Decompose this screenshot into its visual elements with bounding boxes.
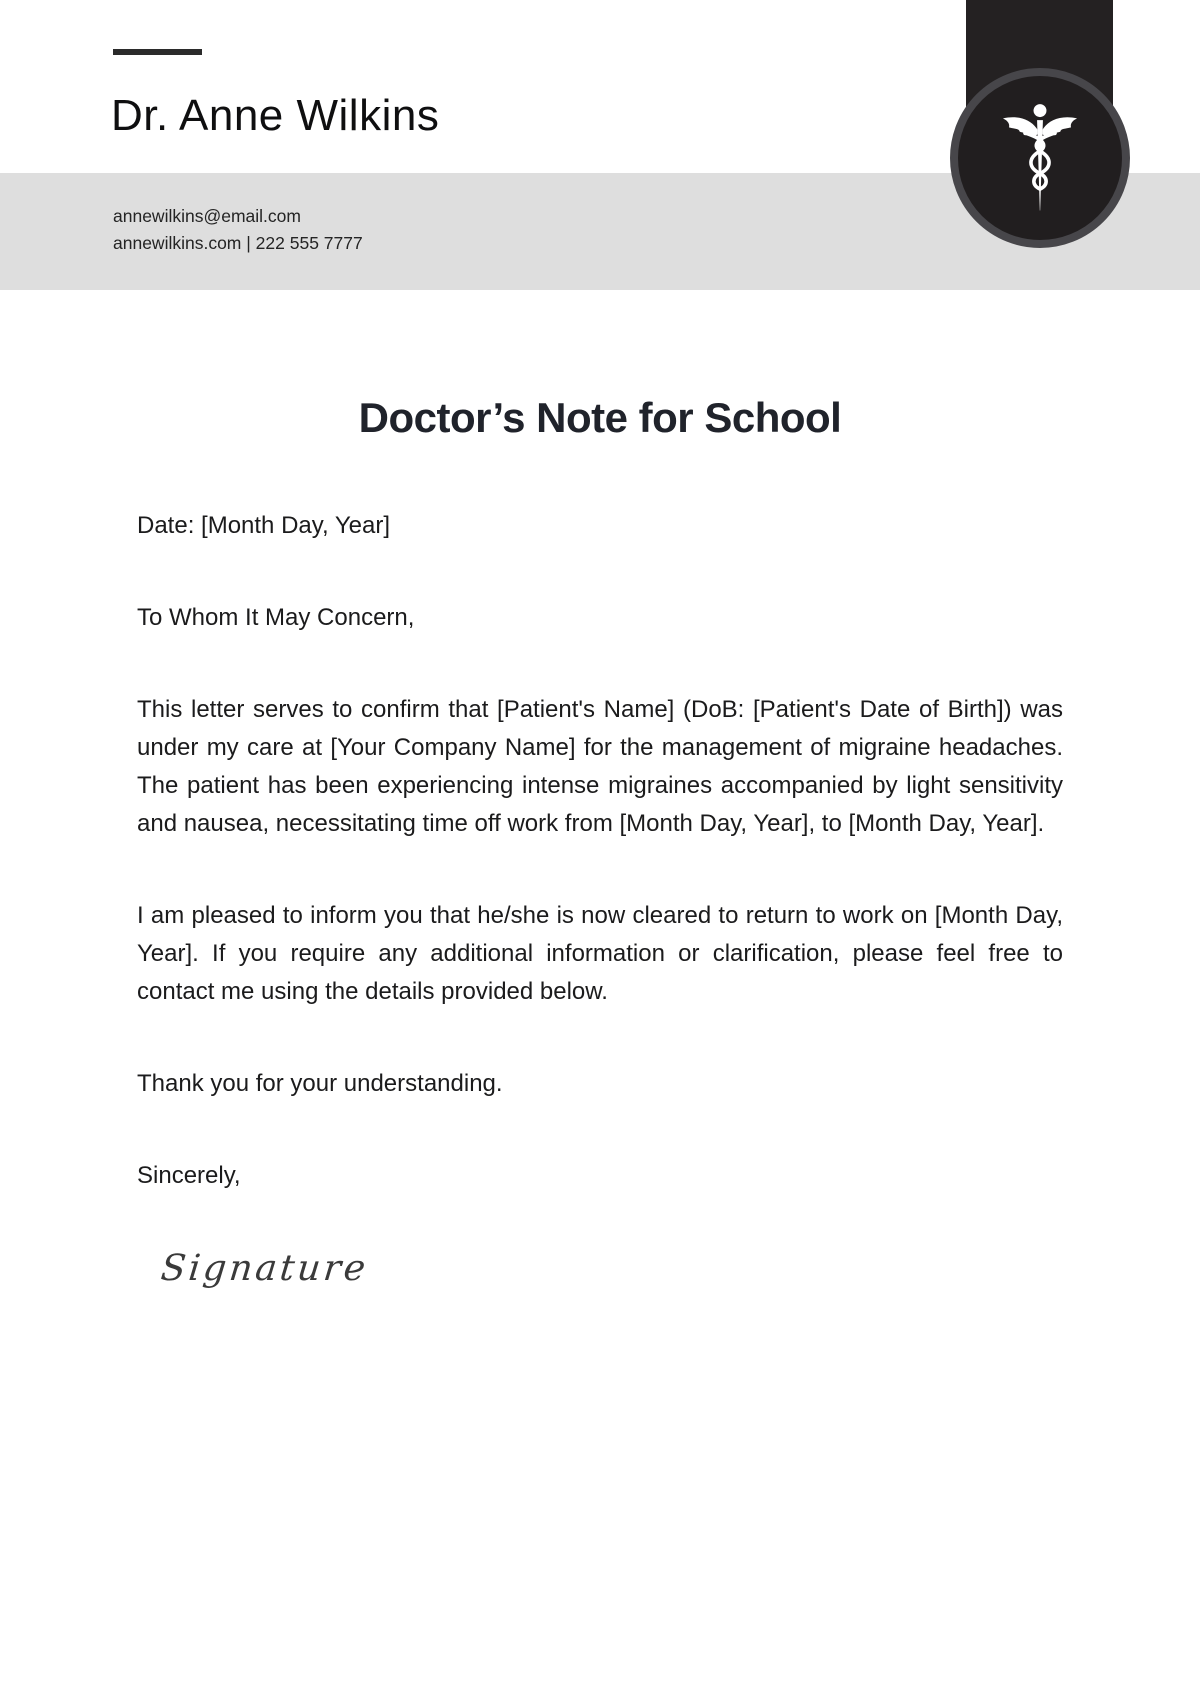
letter-body	[137, 507, 1063, 1289]
logo-badge	[950, 68, 1130, 248]
letter-title: Doctor’s Note for School	[358, 394, 842, 441]
contact-website: annewilkins.com	[113, 233, 242, 253]
contact-separator: |	[241, 233, 256, 253]
brand-rule	[113, 49, 202, 55]
salutation: To Whom It May Concern,	[137, 604, 415, 631]
contact-email: annewilkins@email.com	[113, 206, 301, 226]
doctor-name: Dr. Anne Wilkins	[111, 91, 440, 140]
gratitude-line: Thank you for your understanding.	[137, 1070, 503, 1097]
body-paragraph-2: I am pleased to inform you that he/she is now cleared to return to work on [Month Day, Year]. If you require any additional information or clarification, please feel free to contact me using the details provided below.	[137, 902, 1063, 1005]
closing-line: Sincerely,	[137, 1162, 241, 1189]
signature-script: Signature	[158, 1248, 371, 1289]
date-line: Date: [Month Day, Year]	[137, 512, 391, 539]
body-paragraph-1: This letter serves to confirm that [Patient's Name] (DoB: [Patient's Date of Birth]) was under my care at [Your Company Name] for the management of migraine headaches. The patient has been experiencing intense migraines accompanied by light sensitivity and nausea, necessitating time off work from [Month Day, Year], to [Month Day, Year].	[137, 696, 1063, 837]
caduceus-icon	[996, 102, 1084, 214]
contact-phone: 222 555 7777	[255, 233, 363, 253]
